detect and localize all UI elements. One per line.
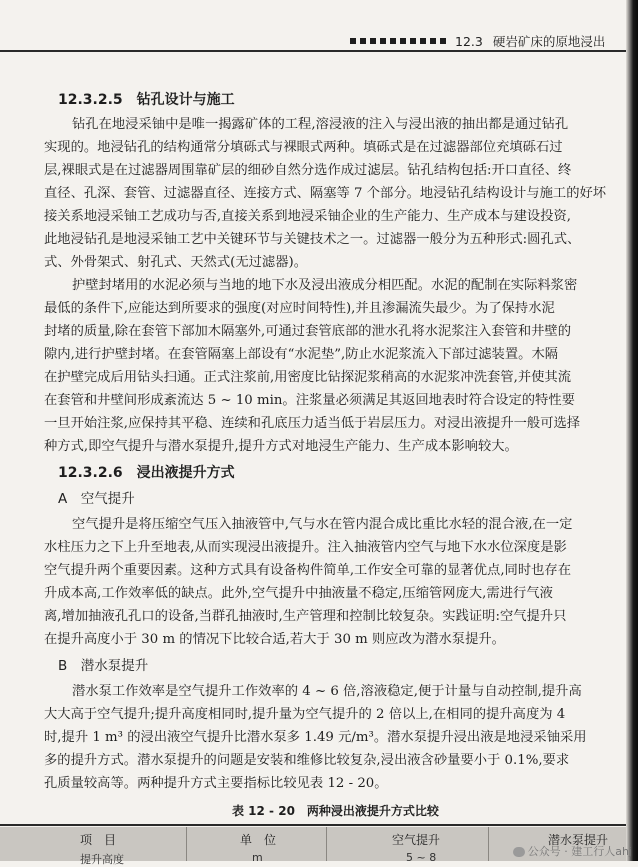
paragraph-line: 最低的条件下,应能达到所要求的强度(对应时间特性),并且渗漏流失最少。为了保持水泥 (44, 301, 555, 316)
paragraph-line: 在护壁完成后用钻头扫通。正式注浆前,用密度比钻探泥浆稍高的水泥浆冲洗套管,并使其流 (44, 370, 572, 385)
paragraph-line: 升成本高,工作效率低的缺点。此外,空气提升中抽液量不稳定,压缩管网庞大,需进行气液 (44, 586, 553, 601)
section-number: 12.3.2.6 (58, 465, 123, 481)
subsection-title: 潜水泵提升 (80, 658, 149, 674)
table-cell: 5 ~ 8 (406, 851, 437, 864)
watermark-text: 公众号 · 建工行人ahj (527, 845, 632, 858)
watermark (513, 843, 632, 859)
table-header-cell: 单 位 (240, 833, 277, 847)
header-section-number: 12.3 (455, 33, 483, 49)
paragraph-line: 实现的。地浸钻孔的结构通常分填砾式与裸眼式两种。填砾式是在过滤器部位充填砾石过 (44, 140, 563, 155)
paragraph-line: 时,提升 1 m³ 的浸出液空气提升比潜水泵多 1.49 元/m³。潜水泵提升浸出液是地浸采铀采用 (44, 730, 587, 745)
section-title: 浸出液提升方式 (136, 465, 235, 481)
section-number: 12.3.2.5 (58, 92, 123, 108)
paragraph-line: 封堵的质量,除在套管下部加木隔塞外,可通过套管底部的泄水孔将水泥浆注入套管和井壁的 (44, 324, 572, 339)
subsection-a-heading (58, 490, 135, 508)
section-heading-12-3-2-6 (58, 464, 235, 482)
subsection-letter: A (58, 491, 68, 507)
header-rule (0, 50, 626, 52)
section-heading-12-3-2-5 (58, 91, 235, 109)
column-divider (186, 827, 187, 861)
paragraph-line: 钻孔在地浸采铀中是唯一揭露矿体的工程,溶浸液的注入与浸出液的抽出都是通过钻孔 (72, 117, 569, 132)
subsection-b-heading (58, 657, 148, 675)
paragraph-line: 水柱压力之下上升至地表,从而实现浸出液提升。注入抽液管内空气与地下水水位深度是影 (44, 540, 567, 555)
section-title: 钻孔设计与施工 (136, 92, 235, 108)
paragraph-line: 直径、孔深、套管、过滤器直径、连接方式、隔塞等 7 个部分。地浸钻孔结构设计与施工的好坏 (44, 186, 607, 201)
table-cell: 提升高度 (80, 853, 124, 866)
table-caption: 表 12 - 20 两种浸出液提升方式比较 (232, 804, 439, 818)
table-top-rule (0, 824, 626, 826)
header-decoration-squares (350, 38, 446, 44)
table-cell: m (252, 851, 263, 864)
table-header-cell: 空气提升 (392, 833, 441, 847)
paragraph-line: 此地浸钻孔是地浸采铀工艺中关键环节与关键技术之一。过滤器一般分为五种形式:圆孔式、 (44, 232, 581, 247)
paragraph-line: 层,裸眼式是在过滤器周围靠矿层的细砂自然分选作成过滤层。钻孔结构包括:开口直径、终 (44, 163, 572, 178)
paragraph-line: 多的提升方式。潜水泵提升的问题是安装和维修比较复杂,浸出液含砂量要小于 0.1%,要求 (44, 753, 570, 768)
header-section-title: 硬岩矿床的原地浸出 (492, 34, 606, 49)
running-header (350, 32, 605, 50)
paragraph-line: 空气提升两个重要因素。这种方式具有设备构件简单,工作安全可靠的显著优点,同时也存在 (44, 563, 572, 578)
paragraph-line: 一旦开始注浆,应保持其平稳、连续和孔底压力适当低于岩层压力。对浸出液提升一般可选择 (44, 416, 581, 431)
paragraph-line: 大大高于空气提升;提升高度相同时,提升量为空气提升的 2 倍以上,在相同的提升高度为 4 (44, 707, 566, 722)
page-binding-shadow (626, 0, 638, 861)
column-divider (488, 827, 489, 861)
column-divider (326, 827, 327, 861)
paragraph-line: 空气提升是将压缩空气压入抽液管中,气与水在管内混合成比重比水轻的混合液,在一定 (72, 517, 573, 532)
paragraph-line: 种方式,即空气提升与潜水泵提升,提升方式对地浸生产能力、生产成本影响较大。 (44, 439, 518, 454)
paragraph-line: 孔质量较高等。两种提升方式主要指标比较见表 12 - 20。 (44, 776, 388, 791)
paragraph-line: 护壁封堵用的水泥必须与当地的地下水及浸出液成分相匹配。水泥的配制在实际料浆密 (72, 278, 578, 293)
paragraph-line: 离,增加抽液孔孔口的设备,当群孔抽液时,生产管理和控制比较复杂。实践证明:空气提升只 (44, 609, 567, 624)
wechat-icon (513, 847, 525, 857)
paragraph-line: 接关系地浸采铀工艺成功与否,直接关系到地浸采铀企业的生产能力、生产成本与建设投资, (44, 209, 572, 224)
paragraph-line: 潜水泵工作效率是空气提升工作效率的 4 ~ 6 倍,溶液稳定,便于计量与自动控制,提升高 (72, 684, 582, 699)
subsection-title: 空气提升 (80, 491, 135, 507)
table-header-cell: 潜水泵提升 (548, 833, 609, 847)
paragraph-line: 在套管和井壁间形成紊流达 5 ~ 10 min。注浆量必须满足其返回地表时符合设定的特性要 (44, 393, 575, 408)
paragraph-line: 在提升高度小于 30 m 的情况下比较合适,若大于 30 m 则应改为潜水泵提升。 (44, 632, 505, 647)
table-header-cell: 项 目 (80, 833, 117, 847)
paragraph-line: 式、外骨架式、射孔式、天然式(无过滤器)。 (44, 255, 308, 270)
paragraph-line: 隙内,进行护壁封堵。在套管隔塞上部设有“水泥垫”,防止水泥浆流入下部过滤装置。木隔 (44, 347, 559, 362)
subsection-letter: B (58, 658, 68, 674)
